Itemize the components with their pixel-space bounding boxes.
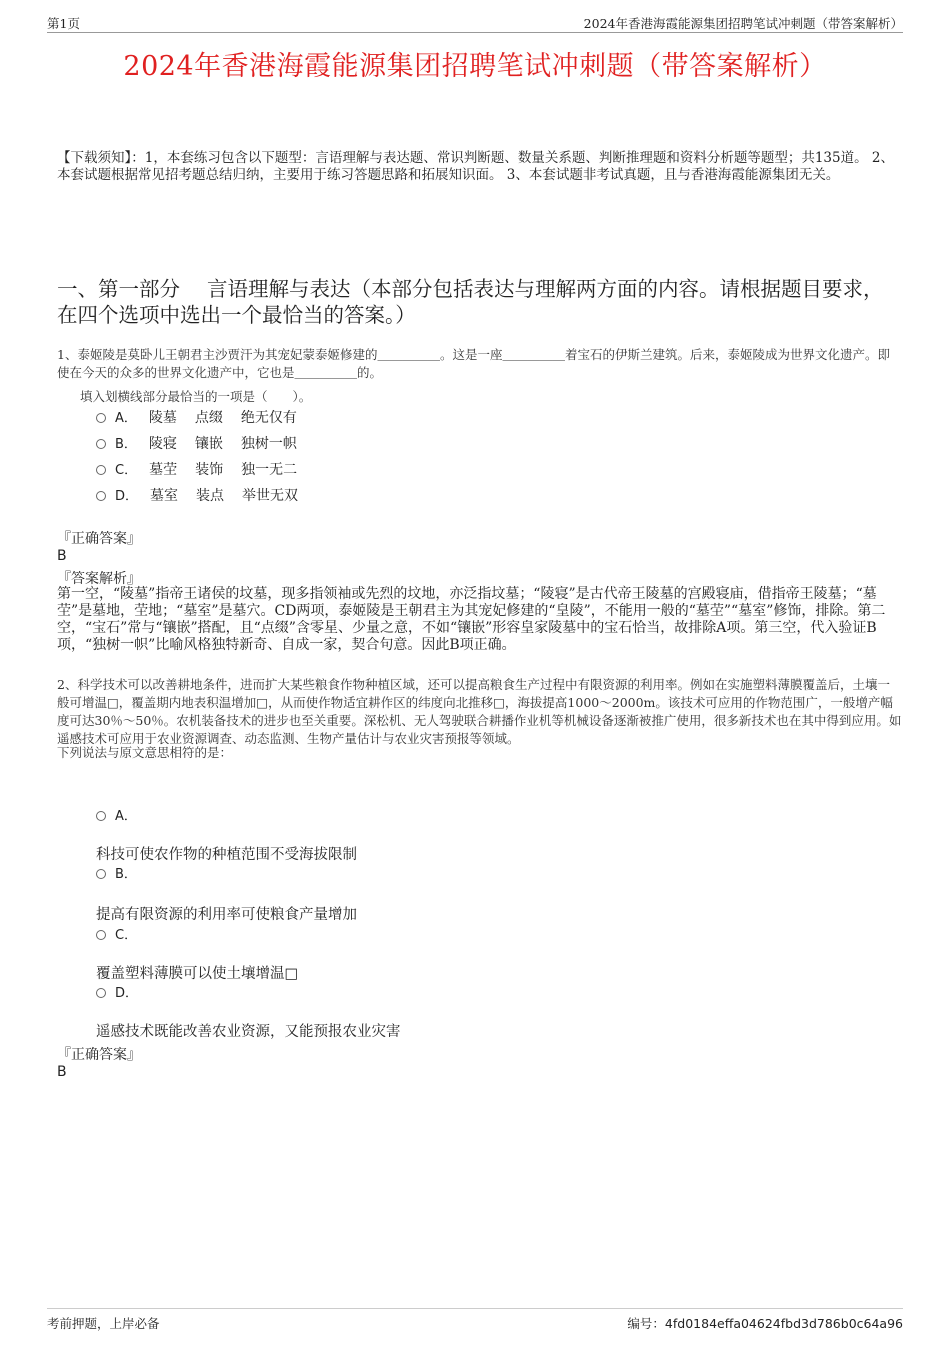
q2-answer-label: 『正确答案』 bbox=[57, 1047, 141, 1063]
footer-slogan: 考前押题，上岸必备 bbox=[47, 1316, 160, 1331]
q1-option-d[interactable]: D． 墓室 装点 举世无双 bbox=[96, 486, 316, 506]
q2-prompt: 下列说法与原文意思相符的是： bbox=[57, 745, 233, 760]
download-notice: 【下载须知】：1，本套练习包含以下题型：言语理解与表达题、常识判断题、数量关系题、判断推理题和资料分析题等题型；共135道。 2、本套试题根据常见招考题总结归纳，主要用于练习答题思路和拓展知识面。 3、本套试题非考试真题，且与香港海霞能源集团无关。 bbox=[57, 150, 894, 183]
q2-option-c[interactable]: C． bbox=[96, 925, 149, 945]
page-number: 第1页 bbox=[47, 16, 80, 31]
document-id: 编号：4fd0184effa04624fbd3d786b0c64a96 bbox=[627, 1316, 903, 1331]
radio-icon[interactable] bbox=[96, 811, 106, 821]
q1-analysis-label: 『答案解析』 bbox=[57, 571, 141, 587]
radio-icon[interactable] bbox=[96, 439, 106, 449]
radio-icon[interactable] bbox=[96, 491, 106, 501]
page-footer bbox=[47, 1308, 903, 1331]
section-heading: 一、第一部分 言语理解与表达（本部分包括表达与理解两方面的内容。请根据题目要求，在四个选项中选出一个最恰当的答案。） bbox=[57, 277, 884, 327]
q2-option-c-text: 覆盖塑料薄膜可以使土壤增温□ bbox=[96, 966, 299, 982]
q2-option-a[interactable]: A． bbox=[96, 806, 149, 826]
q1-option-a[interactable]: A． 陵墓 点缀 绝无仅有 bbox=[96, 408, 315, 428]
document-title: 2024年香港海霞能源集团招聘笔试冲刺题（带答案解析） bbox=[123, 51, 827, 82]
q1-option-b[interactable]: B． 陵寝 镶嵌 独树一帜 bbox=[96, 434, 315, 454]
q2-stem: 2、科学技术可以改善耕地条件，进而扩大某些粮食作物种植区域，还可以提高粮食生产过程中有限资源的利用率。例如在实施塑料薄膜覆盖后，土壤一般可增温□，覆盖期内地表积温增加□，从而使作物适宜耕作区的纬度向北推移□，海拔提高1000～2000m。该技术可应用的作物范围广，一般增产幅度可达30％～50％。农机装备技术的进步也至关重要。深松机、无人驾驶联合耕播作业机等机械设备逐渐被推广使用，很多新技术也在其中得到应用。如遥感技术可应用于农业资源调查、动态监测、生物产量估计与农业灾害预报等领域。 bbox=[57, 677, 902, 746]
header-doc-title: 2024年香港海霞能源集团招聘笔试冲刺题（带答案解析） bbox=[583, 16, 903, 31]
q2-option-d-text: 遥感技术既能改善农业资源，又能预报农业灾害 bbox=[96, 1024, 401, 1040]
radio-icon[interactable] bbox=[96, 465, 106, 475]
radio-icon[interactable] bbox=[96, 930, 106, 940]
q1-answer: B bbox=[57, 548, 67, 564]
q2-answer: B bbox=[57, 1064, 67, 1080]
q1-analysis: 第一空，“陵墓”指帝王诸侯的坟墓，现多指领袖或先烈的坟地，亦泛指坟墓；“陵寝”是古代帝王陵墓的宫殿寝庙，借指帝王陵墓；“墓茔”是墓地，茔地；“墓室”是墓穴。CD两项，泰姬陵是王朝君主为其宠妃修建的“皇陵”，不能用一般的“墓茔”“墓室”修饰，排除。第二空，“宝石”常与“镶嵌”搭配，且“点缀”含零星、少量之意，不如“镶嵌”形容皇家陵墓中的宝石恰当，故排除A项。第三空，代入验证B项，“独树一帜”比喻风格独特新奇、自成一家，契合句意。因此B项正确。 bbox=[57, 586, 886, 653]
radio-icon[interactable] bbox=[96, 869, 106, 879]
q2-option-b[interactable]: B． bbox=[96, 864, 149, 884]
q1-option-c[interactable]: C． 墓茔 装饰 独一无二 bbox=[96, 460, 315, 480]
page-header bbox=[47, 14, 903, 33]
q1-prompt: 填入划横线部分最恰当的一项是（ ）。 bbox=[80, 389, 312, 404]
q2-option-b-text: 提高有限资源的利用率可使粮食产量增加 bbox=[96, 907, 357, 923]
q2-option-d[interactable]: D． bbox=[96, 983, 150, 1003]
q2-option-a-text: 科技可使农作物的种植范围不受海拔限制 bbox=[96, 847, 357, 863]
radio-icon[interactable] bbox=[96, 988, 106, 998]
q1-answer-label: 『正确答案』 bbox=[57, 531, 141, 547]
radio-icon[interactable] bbox=[96, 413, 106, 423]
q1-stem: 1、泰姬陵是莫卧儿王朝君主沙贾汗为其宠妃蒙泰姬修建的＿＿＿＿＿。这是一座＿＿＿＿＿着宝石的伊斯兰建筑。后来，泰姬陵成为世界文化遗产。即使在今天的众多的世界文化遗产中，它也是＿＿＿＿＿的。 bbox=[57, 347, 890, 380]
